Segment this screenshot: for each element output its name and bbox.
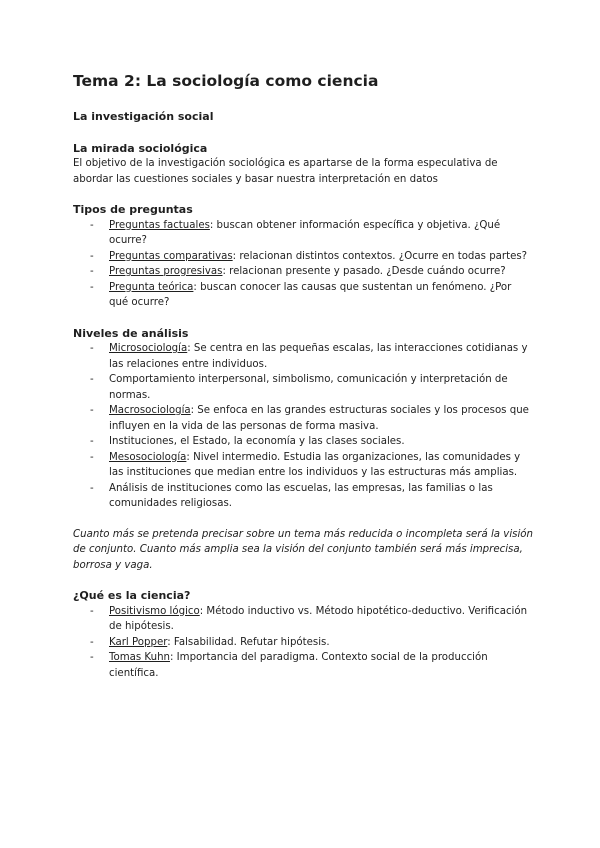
list-item bbox=[73, 372, 533, 403]
list-item bbox=[73, 434, 533, 450]
list-item-text: : relacionan presente y pasado. ¿Desde cuándo ocurre? bbox=[222, 266, 506, 277]
list-item-text: : Falsabilidad. Refutar hipótesis. bbox=[167, 636, 330, 648]
subsection-title-mirada: La mirada sociológica bbox=[73, 141, 208, 155]
list-item-text: Análisis de instituciones como las escuelas, las empresas, las familias o las comunidades religiosas. bbox=[109, 482, 493, 509]
document-page bbox=[73, 70, 533, 681]
list-item-term: Macrosociología bbox=[109, 405, 191, 416]
list-item-text: Instituciones, el Estado, la economía y las clases sociales. bbox=[109, 436, 405, 447]
list-item-term: Karl Popper bbox=[109, 636, 168, 648]
list-item-text: : buscan obtener información específica y objetiva. ¿Qué ocurre? bbox=[109, 219, 501, 246]
list-item bbox=[73, 264, 533, 280]
section-title-investigacion: La investigación social bbox=[73, 110, 214, 123]
list-item bbox=[73, 249, 533, 265]
list-item bbox=[73, 280, 533, 311]
list-item bbox=[73, 218, 533, 249]
list-item-term: Preguntas progresivas bbox=[109, 266, 223, 277]
list-item-text: : Se centra en las pequeñas escalas, las interacciones cotidianas y las relaciones entre individuos. bbox=[109, 343, 528, 370]
list-item-text: : buscan conocer las causas que sustentan un fenómeno. ¿Por qué ocurre? bbox=[109, 281, 512, 308]
italic-quote: Cuanto más se pretenda precisar sobre un tema más reducida o incompleta será la visión de conjunto. Cuanto más amplia sea la visión del conjunto también será más imprecisa, borrosa y vaga. bbox=[73, 528, 533, 571]
list-item bbox=[73, 481, 533, 512]
list-item bbox=[73, 604, 533, 635]
list-item-text: : Importancia del paradigma. Contexto social de la producción científica. bbox=[109, 652, 488, 679]
subsection-title-niveles: Niveles de análisis bbox=[73, 326, 189, 340]
list-item-term: Tomas Kuhn bbox=[109, 652, 170, 663]
subsection-title-tipos: Tipos de preguntas bbox=[73, 203, 193, 216]
list-item-term: Positivismo lógico bbox=[109, 605, 200, 617]
list-item bbox=[73, 450, 533, 481]
list-item bbox=[73, 403, 533, 434]
tipos-list bbox=[73, 218, 533, 311]
list-item bbox=[73, 650, 533, 681]
niveles-list bbox=[73, 341, 533, 512]
list-item-term: Mesosociología bbox=[109, 451, 187, 463]
list-item bbox=[73, 341, 533, 372]
list-item-text: : Método inductivo vs. Método hipotético-deductivo. Verificación de hipótesis. bbox=[109, 605, 528, 632]
subsection-title-ciencia: ¿Qué es la ciencia? bbox=[73, 589, 191, 602]
list-item-term: Preguntas comparativas bbox=[109, 250, 233, 262]
list-item-text: Comportamiento interpersonal, simbolismo, comunicación y interpretación de normas. bbox=[109, 374, 508, 401]
mirada-paragraph: El objetivo de la investigación sociológica es apartarse de la forma especulativa de abordar las cuestiones sociales y basar nuestra interpretación en datos bbox=[73, 158, 498, 185]
list-item-term: Preguntas factuales bbox=[109, 219, 210, 231]
list-item-term: Pregunta teórica bbox=[109, 281, 194, 293]
list-item-text: : Nivel intermedio. Estudia las organizaciones, las comunidades y las instituciones que median entre los individuos y las estructuras más amplias. bbox=[109, 451, 521, 478]
list-item-text: : Se enfoca en las grandes estructuras sociales y los procesos que influyen en la vida de las personas de forma masiva. bbox=[109, 405, 529, 432]
document-title: Tema 2: La sociología como ciencia bbox=[73, 72, 379, 90]
list-item bbox=[73, 635, 533, 651]
list-item-text: : relacionan distintos contextos. ¿Ocurre en todas partes? bbox=[232, 250, 528, 262]
list-item-term: Microsociología bbox=[109, 343, 188, 354]
ciencia-list bbox=[73, 604, 533, 682]
